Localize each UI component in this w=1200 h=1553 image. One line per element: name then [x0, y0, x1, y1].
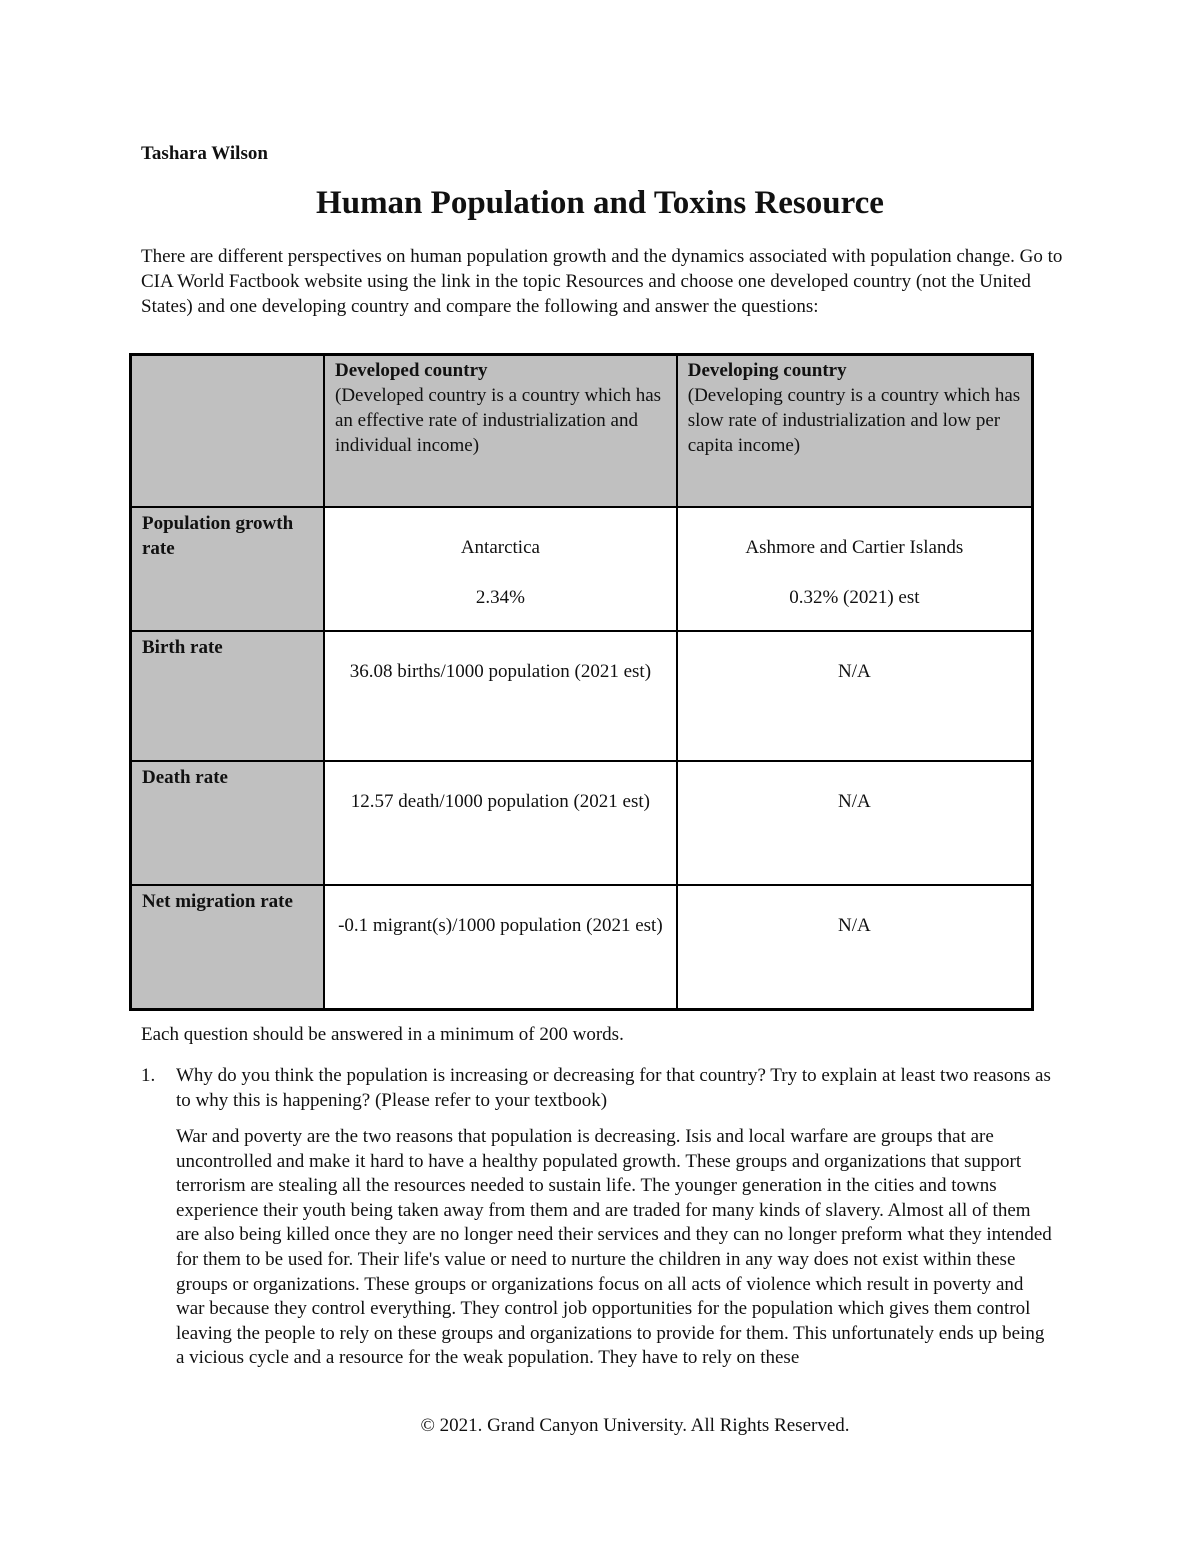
- table-row: [131, 885, 1033, 1010]
- row-label: Birth rate: [131, 631, 325, 761]
- developed-description: (Developed country is a country which has an effective rate of industrialization and individual income): [335, 385, 662, 456]
- question-text: Why do you think the population is increasing or decreasing for that country? Try to explain at least two reasons as to why this is happening? (Please refer to your textbook): [176, 1065, 1051, 1111]
- developing-cell: [677, 631, 1033, 761]
- word-count-note: Each question should be answered in a minimum of 200 words.: [141, 1024, 624, 1045]
- table-header-row: [131, 355, 1033, 508]
- row-label: Population growth rate: [131, 507, 325, 631]
- table-row: [131, 761, 1033, 885]
- comparison-table: [129, 353, 1034, 1011]
- developed-country-name: Antarctica: [460, 537, 540, 558]
- developed-cell: [324, 631, 677, 761]
- developed-cell: [324, 761, 677, 885]
- developing-country-name: Ashmore and Cartier Islands: [745, 537, 964, 558]
- developing-cell: [677, 761, 1033, 885]
- answer-paragraph: War and poverty are the two reasons that population is decreasing. Isis and local warfare are groups that are uncontrolled and make it hard to have a healthy populated growth. These groups and organizations that support terrorism are stealing all the resources needed to sustain life. The younger generation in the cities and towns experience their youth being taken away from them and are traded for many kinds of slavery. Almost all of them are also being killed once they are no longer need their services and they can no longer preform what they intended for them to be used for. Their life's value or need to nurture the children in any way does not exist within these groups or organizations. These groups or organizations focus on all acts of violence which result in poverty and war because they control everything. They control job opportunities for the population which gives them control leaving the people to rely on these groups and organizations to provide for them. This unfortunately ends up being a vicious cycle and a resource for the weak population. They have to rely on these: [176, 1126, 1052, 1369]
- developing-header-cell: [677, 355, 1033, 508]
- developed-growth-rate: 2.34%: [475, 587, 525, 608]
- table-row: [131, 507, 1033, 631]
- author-name: Tashara Wilson: [141, 143, 268, 164]
- question-1: [141, 1063, 1066, 1113]
- developed-birth-rate: 36.08 births/1000 population (2021 est): [349, 661, 652, 682]
- intro-paragraph: There are different perspectives on human population growth and the dynamics associated with population change. Go to CIA World Factbook website using the link in the topic Resources and choose one developed country (not the United States) and one developing country and compare the following and answer the questions:: [141, 246, 1063, 317]
- developed-cell: [324, 885, 677, 1010]
- developed-cell: [324, 507, 677, 631]
- question-number: 1.: [141, 1065, 156, 1086]
- developing-header: Developing country: [687, 360, 847, 381]
- developing-cell: [677, 507, 1033, 631]
- developing-cell: [677, 885, 1033, 1010]
- page-title: Human Population and Toxins Resource: [316, 185, 884, 221]
- developing-growth-rate: 0.32% (2021) est: [789, 587, 920, 608]
- developed-death-rate: 12.57 death/1000 population (2021 est): [350, 791, 650, 812]
- developed-header-cell: [324, 355, 677, 508]
- developing-migration-rate: N/A: [838, 915, 871, 936]
- developed-migration-rate: -0.1 migrant(s)/1000 population (2021 est): [338, 915, 663, 936]
- row-label: Net migration rate: [131, 885, 325, 1010]
- table-row: [131, 631, 1033, 761]
- header-empty-cell: [131, 355, 325, 508]
- row-label: Death rate: [131, 761, 325, 885]
- developing-description: (Developing country is a country which has slow rate of industrialization and low per capita income): [687, 385, 1021, 456]
- copyright-footer: © 2021. Grand Canyon University. All Rights Reserved.: [420, 1415, 850, 1436]
- developed-header: Developed country: [335, 360, 488, 381]
- developing-birth-rate: N/A: [838, 661, 871, 682]
- developing-death-rate: N/A: [838, 791, 871, 812]
